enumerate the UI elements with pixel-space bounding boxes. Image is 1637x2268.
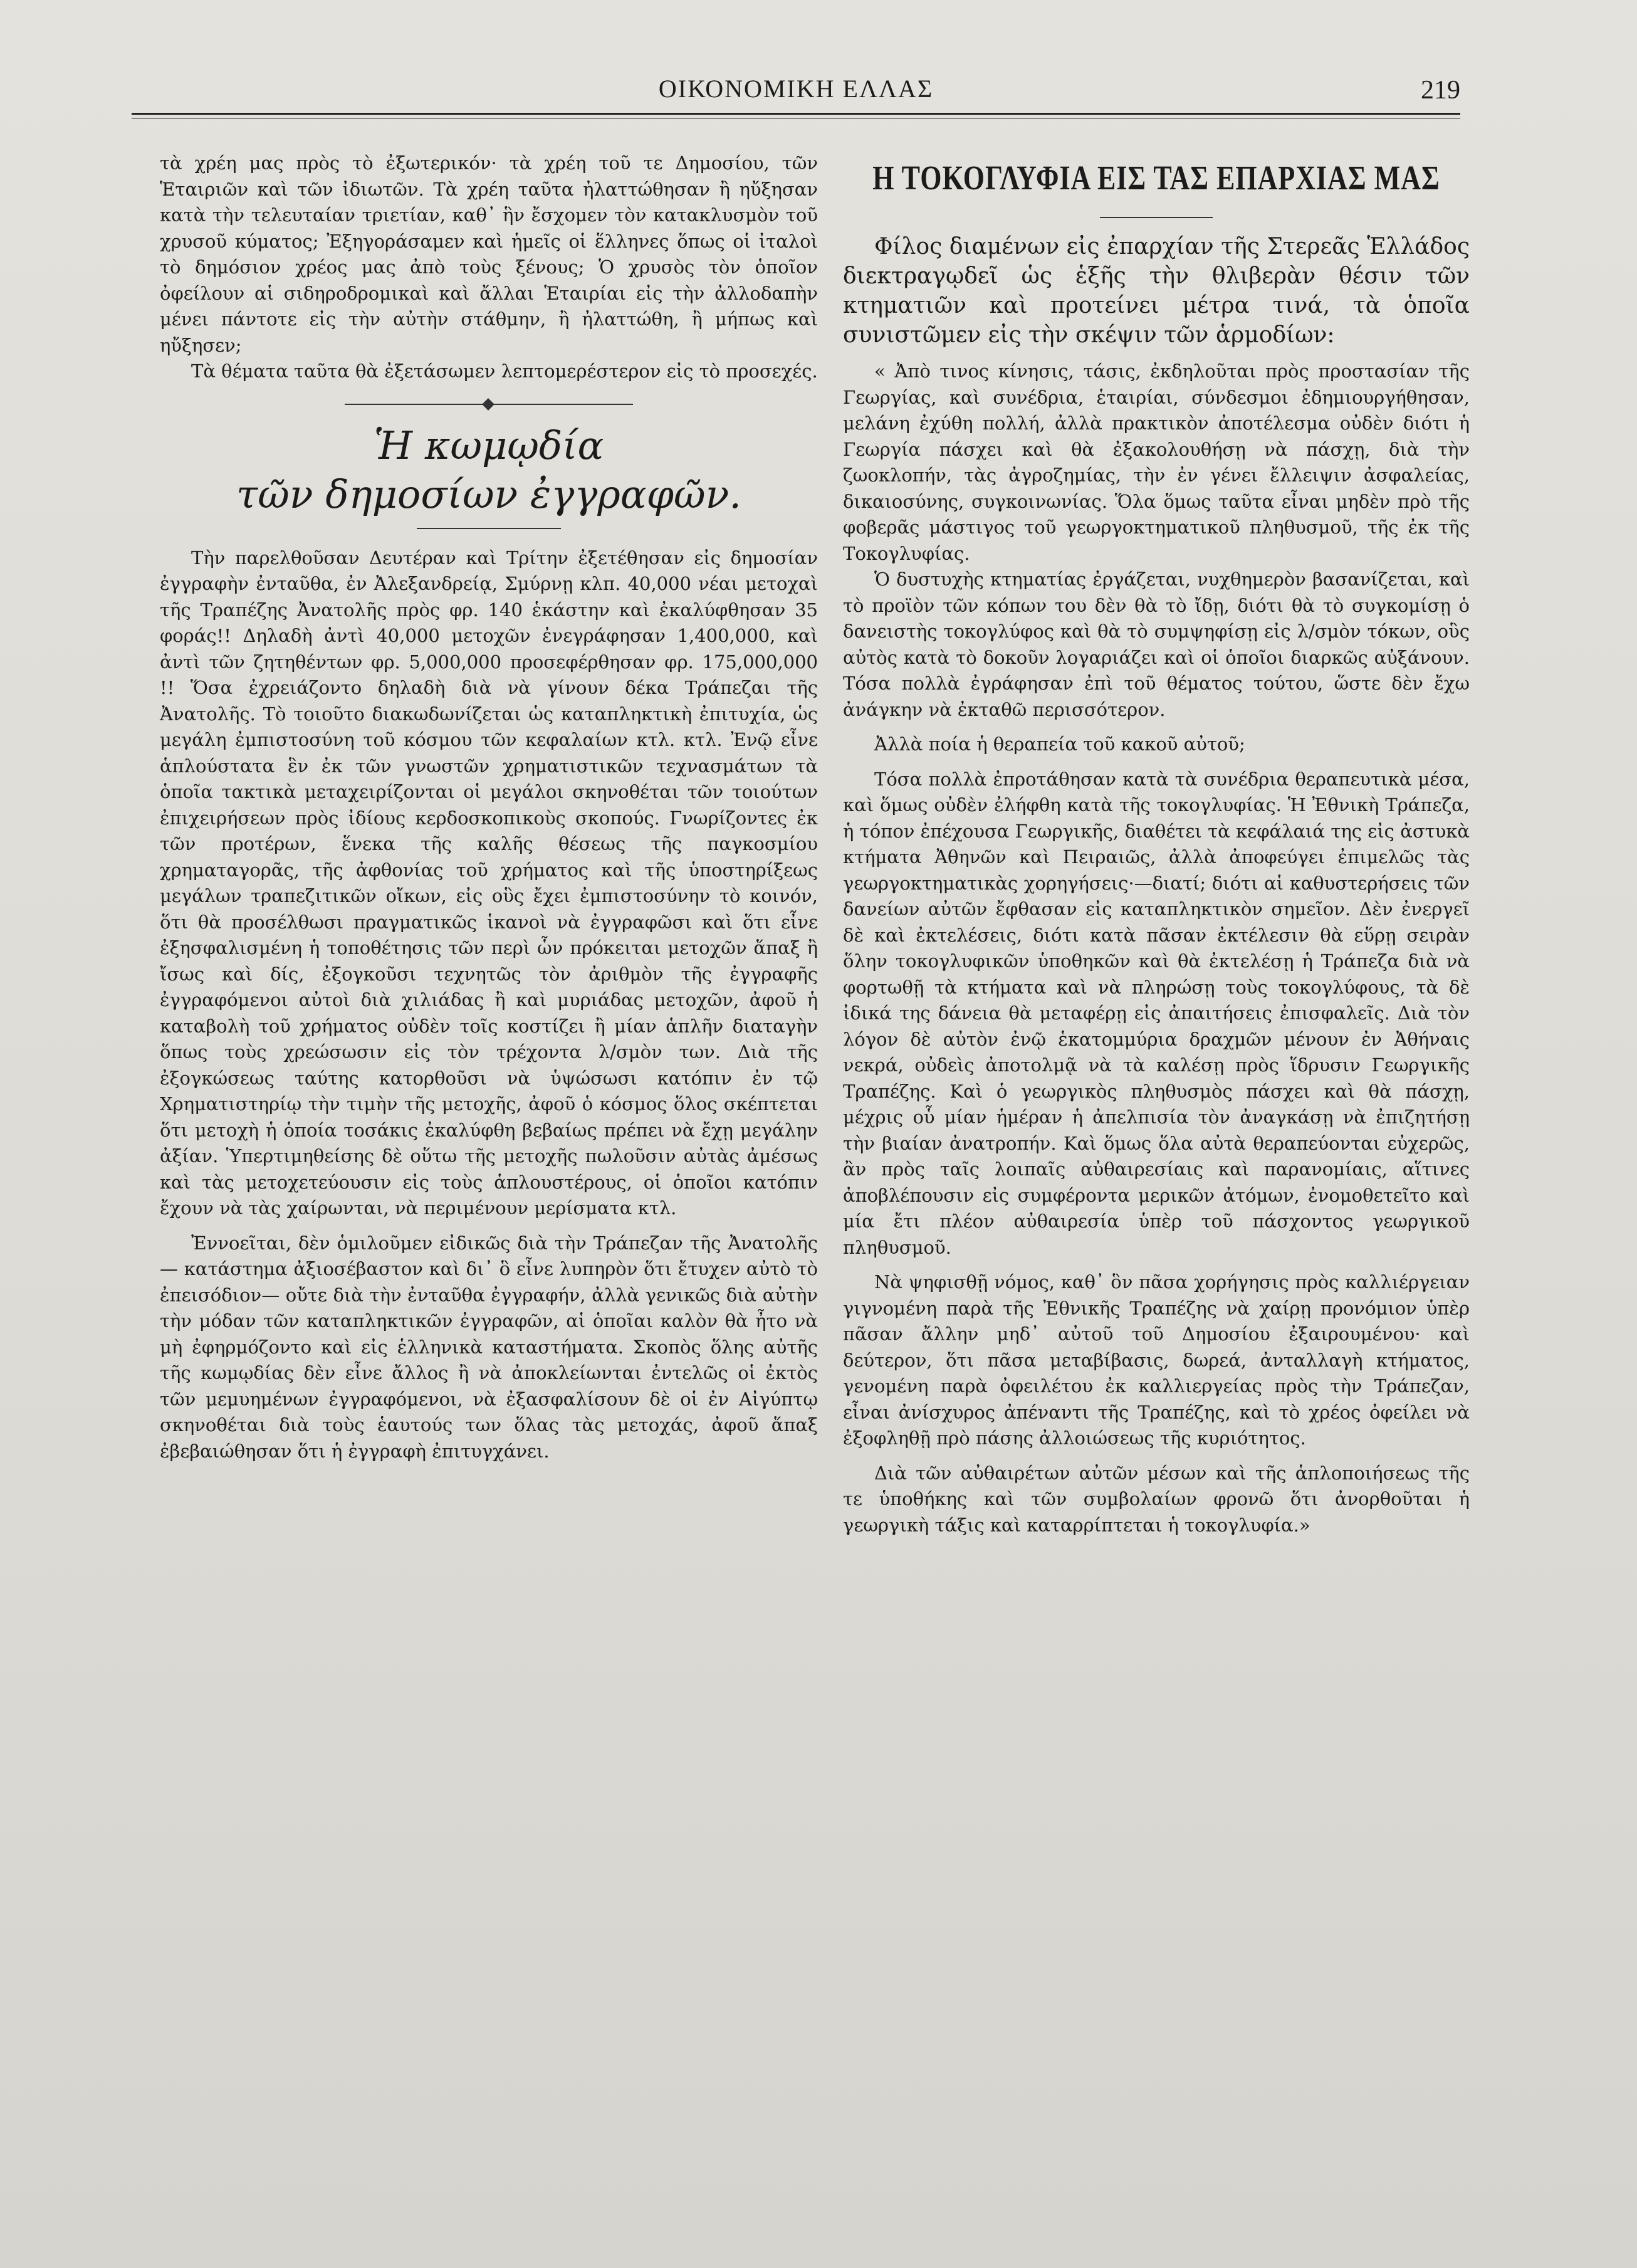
article-paragraph: Ἀλλὰ ποία ἡ θεραπεία τοῦ κακοῦ αὐτοῦ;: [874, 733, 1245, 755]
left-intro-paragraph: τὰ χρέη μας πρὸς τὸ ἐξωτερικόν· τὰ χρέη τοῦ τε Δημοσίου, τῶν Ἑταιριῶν καὶ τῶν ἰδιωτῶν. Τὰ χρέη ταῦτα ἠλαττώθησαν ἢ ηὔξησαν κατὰ τὴν τελευταίαν τριετίαν, καθ᾿ ἣν ἔσχομεν τὸν κατακλυσμὸν τοῦ χρυσοῦ κύματος; Ἐξηγοράσαμεν καὶ ἡμεῖς οἱ ἕλληνες ὅπως οἱ ἰταλοὶ τὸ δημόσιον χρέος μας ἀπὸ τοὺς ξένους; Ὁ χρυσὸς τὸν ὁποῖον ὀφείλουν αἱ σιδηροδρομικαὶ καὶ ἄλλαι Ἑταιρίαι εἰς τὴν ἀλλοδαπὴν μένει πάντοτε εἰς τὴν αὐτὴν στάθμην, ἢ ἠλαττώθη, ἢ μήπως καὶ ηὔξησεν;: [160, 152, 818, 356]
header-rule: [132, 113, 1460, 115]
article-paragraph: Τόσα πολλὰ ἐπροτάθησαν κατὰ τὰ συνέδρια θεραπευτικὰ μέσα, καὶ ὅμως οὐδὲν ἐλήφθη κατὰ τῆς τοκογλυφίας. Ἡ Ἐθνικὴ Τράπεζα, ἡ τόπον ἐπέχουσα Γεωργικῆς, διαθέτει τὰ κεφάλαιά της εἰς ἀστυκὰ κτήματα Ἀθηνῶν καὶ Πειραιῶς, ἀλλὰ ἀποφεύγει ἐπιμελῶς τὰς γεωργοκτηματικὰς χορηγήσεις·—διατί; διότι αἱ καθυστερήσεις τῶν δανείων αὐτῶν ἔφθασαν εἰς καταπληκτικὸν σημεῖον. Δὲν ἐνεργεῖ δὲ καὶ ἐκτελέσεις, διότι κατὰ πᾶσαν ἐκτέλεσιν θὰ εὕρῃ σειρὰν ὅλην τοκογλυφικῶν ὑποθηκῶν καὶ θὰ ἐκτελέσῃ ἡ Τράπεζα διὰ νὰ φορτωθῇ τὰ κτήματα καὶ νὰ πληρώσῃ τοὺς τοκογλύφους, τὰ δὲ ἰδικά της δάνεια θὰ μεταφέρῃ εἰς ἀπαιτήσεις ἐπισφαλεῖς. Διὰ τὸν λόγον δὲ αὐτὸν ἐνῷ ἑκατομμύρια δραχμῶν μένουν ἐν Ἀθήναις νεκρά, οὐδεὶς ἀποτολμᾷ νὰ τὰ καλέσῃ πρὸς ἵδρυσιν Γεωργικῆς Τραπέζης. Καὶ ὁ γεωργικὸς πληθυσμὸς πάσχει καὶ θὰ πάσχῃ, μέχρις οὗ μίαν ἡμέραν ἡ ἀπελπισία τὸν ἀναγκάσῃ νὰ ἐπιζητήσῃ τὴν βιαίαν ἀνατροπήν. Καὶ ὅμως ὅλα αὐτὰ θεραπεύονται εὐχερῶς, ἂν πρὸς ταῖς λοιπαῖς αὐθαιρεσίαις καὶ παρανομίαις, αἵτινες ἀποβλέπουσιν εἰς συμφέροντα μερικῶν ἀτόμων, ἐνομοθετεῖτο καὶ μία ἔτι πλέον αὐθαιρεσία ὑπὲρ τοῦ πάσχοντος γεωργικοῦ πληθυσμοῦ.: [843, 768, 1470, 1258]
right-column: [843, 150, 1470, 1538]
right-article-title: Η ΤΟΚΟΓΛΥΦΙΑ ΕΙΣ ΤΑΣ ΕΠΑΡΧΙΑΣ ΜΑΣ: [872, 159, 1440, 197]
journal-title: ΟΙΚΟΝΟΜΙΚΗ ΕΛΛΑΣ: [658, 75, 934, 103]
article-paragraph: « Ἀπὸ τινος κίνησις, τάσις, ἐκδηλοῦται πρὸς προστασίαν τῆς Γεωργίας, καὶ συνέδρια, ἑταιρίαι, σύνδεσμοι ἐδημιουργήθησαν, μελάνη ἐχύθη πολλή, ἀλλὰ πρακτικὸν ἀποτέλεσμα οὐδὲν διότι ἡ Γεωργία πάσχει καὶ θὰ ἐξακολουθήσῃ νὰ πάσχῃ, διὰ τὴν ζωοκλοπήν, τὰς ἀγροζημίας, τὴν ἐν γένει ἔλλειψιν ἀσφαλείας, δικαιοσύνης, συγκοινωνίας. Ὅλα ὅμως ταῦτα εἶναι μηδὲν πρὸ τῆς φοβερᾶς μάστιγος τοῦ γεωργοκτηματικοῦ πληθυσμοῦ, τῆς ἐκ τῆς Τοκογλυφίας.: [843, 360, 1470, 564]
article-paragraph: Ἐννοεῖται, δὲν ὁμιλοῦμεν εἰδικῶς διὰ τὴν Τράπεζαν τῆς Ἀνατολῆς — κατάστημα ἀξιοσέβαστον καὶ δι᾿ ὃ εἶνε λυπηρὸν ὅτι ἔτυχεν αὐτὸ τὸ ἐπεισόδιον— οὔτε διὰ τὴν ἐνταῦθα ἐγγραφήν, ἀλλὰ γενικῶς διὰ αὐτὴν τὴν μόδαν τῶν καταπληκτικῶν ἐγγραφῶν, αἱ ὁποῖαι καλὸν θὰ ἦτο νὰ μὴ ἐφηρμόζοντο καὶ εἰς ἑλληνικὰ καταστήματα. Σκοπὸς ὅλης αὐτῆς τῆς κωμῳδίας δὲν εἶνε ἄλλος ἢ νὰ ἀποκλείωνται ἐντελῶς οἱ ἐκτὸς τῶν μεμυημένων ἐγγραφόμενοι, νὰ ἐξασφαλίσουν δὲ οἱ ἐν Αἰγύπτῳ σκηνοθέται διὰ τοὺς ἑαυτούς των ὅλας τὰς μετοχάς, ἀφοῦ ἅπαξ ἐβεβαιώθησαν ὅτι ἡ ἐγγραφὴ ἐπιτυγχάνει.: [160, 1232, 818, 1462]
article-paragraph: Διὰ τῶν αὐθαιρέτων αὐτῶν μέσων καὶ τῆς ἁπλοποιήσεως τῆς τε ὑποθήκης καὶ τῶν συμβολαίων φρονῶ ὅτι ἀνορθοῦται ἡ γεωργικὴ τάξις καὶ καταρρίπτεται ἡ τοκογλυφία.»: [843, 1462, 1470, 1536]
page-number: 219: [1421, 76, 1460, 105]
article-paragraph: Νὰ ψηφισθῇ νόμος, καθ᾿ ὃν πᾶσα χορήγησις πρὸς καλλιέργειαν γιγνομένη παρὰ τῆς Ἐθνικῆς Τραπέζης νὰ χαίρῃ προνόμιον ὑπὲρ πᾶσαν ἄλλην μηδ᾿ αὐτοῦ τοῦ Δημοσίου ἐξαιρουμένου· καὶ δεύτερον, ὅτι πᾶσα μεταβίβασις, δωρεά, ἀνταλλαγὴ κτήματος, γενομένη παρὰ ὀφειλέτου ἐκ καλλιεργείας πρὸς τὴν Τράπεζαν, εἶναι ἀνίσχυρος ἀπέναντι τῆς Τραπέζης, καὶ τὸ χρέος ὀφείλει νὰ ἐξοφληθῇ πρὸ πάσης ἀλλοιώσεως τῆς κυριότητος.: [843, 1271, 1470, 1449]
article-title-line2: τῶν δημοσίων ἐγγραφῶν.: [236, 471, 741, 517]
left-intro-paragraph: Τὰ θέματα ταῦτα θὰ ἐξετάσωμεν λεπτομερέστερον εἰς τὸ προσεχές.: [191, 360, 818, 382]
lead-paragraph: Φίλος διαμένων εἰς ἐπαρχίαν τῆς Στερεᾶς Ἑλλάδος διεκτραγῳδεῖ ὡς ἑξῆς τὴν θλιβερὰν θέσιν τῶν κτηματιῶν καὶ προτείνει μέτρα τινά, τὰ ὁποῖα συνιστῶμεν εἰς τὴν σκέψιν τῶν ἁρμοδίων:: [843, 234, 1470, 348]
title-rule: [417, 528, 561, 529]
article-paragraph: Τὴν παρελθοῦσαν Δευτέραν καὶ Τρίτην ἐξετέθησαν εἰς δημοσίαν ἐγγραφὴν ἐνταῦθα, ἐν Ἀλεξανδρείᾳ, Σμύρνῃ κλπ. 40,000 νέαι μετοχαὶ τῆς Τραπέζης Ἀνατολῆς πρὸς φρ. 140 ἑκάστην καὶ ἐκαλύφθησαν 35 φοράς!! Δηλαδὴ ἀντὶ 40,000 μετοχῶν ἐνεγράφησαν 1,400,000, καὶ ἀντὶ τῶν ζητηθέντων φρ. 5,000,000 προσεφέρθησαν φρ. 175,000,000 !! Ὅσα ἐχρειάζοντο δηλαδὴ διὰ νὰ γίνουν δέκα Τράπεζαι τῆς Ἀνατολῆς. Τὸ τοιοῦτο διακωδωνίζεται ὡς καταπληκτικὴ ἐπιτυχία, ὡς μεγάλη ἐμπιστοσύνη τοῦ κόσμου τῶν κεφαλαίων κτλ. κτλ. Ἐνῷ εἶνε ἁπλούστατα ἓν ἐκ τῶν γνωστῶν χρηματιστικῶν τεχνασμάτων τὰ ὁποῖα τακτικὰ μεταχειρίζονται οἱ μεγάλοι σκηνοθέται τῶν τοιούτων ἐπιχειρήσεων πρὸς ἰδίους κερδοσκοπικοὺς σκοπούς. Γνωρίζοντες ἐκ τῶν προτέρων, ἕνεκα τῆς καλῆς θέσεως τῆς παγκοσμίου χρηματαγορᾶς, τῆς ἀφθονίας τοῦ χρήματος καὶ τῆς ὑποστηρίξεως μεγάλων τραπεζιτικῶν οἴκων, εἰς οὓς ἔχει ἐμπιστοσύνην τὸ κοινόν, ὅτι θὰ προσέλθωσι πραγματικῶς ἱκανοὶ νὰ ἐγγραφῶσι καὶ ὅτι εἶνε ἐξησφαλισμένη ἡ τοποθέτησις τῶν περὶ ὧν πρόκειται μετοχῶν ἅπαξ ἢ ἴσως καὶ δίς, ἐξογκοῦσι τεχνητῶς τὸν ἀριθμὸν τῆς ἐγγραφῆς ἐγγραφόμενοι αὐτοὶ διὰ χιλιάδας ἢ καὶ μυριάδας μετοχῶν, ἀφοῦ ἡ καταβολὴ τοῦ χρήματος οὐδὲν τοῖς κοστίζει ἢ μίαν ἁπλῆν διαταγὴν ὅπως τοὺς χρεώσωσιν εἰς τὸν τρέχοντα λ/σμὸν των. Διὰ τῆς ἐξογκώσεως ταύτης κατορθοῦσι νὰ ὑψώσωσι κατόπιν ἐν τῷ Χρηματιστηρίῳ τὴν τιμὴν τῆς μετοχῆς, ἀφοῦ ὁ κόσμος ὅλος σκέπτεται ὅτι μετοχὴ ἡ ὁποία τοσάκις ἐκαλύφθη βεβαίως πρέπει νὰ ἔχῃ μεγάλην ἀξίαν. Ὑπερτιμηθείσης δὲ οὕτω τῆς μετοχῆς πωλοῦσιν αὐτὰς ἀμέσως καὶ τὰς μετοχετεύουσιν εἰς τοὺς ἁπλουστέρους, οἱ ὁποῖοι κατόπιν ἔχουν νὰ τὰς χαίρωνται, νὰ περιμένουν μερίσματα κτλ.: [160, 547, 818, 1219]
article-title-line1: Ἡ κωμῳδία: [374, 422, 604, 468]
page-header: [132, 74, 1460, 124]
section-separator: [345, 399, 633, 410]
left-column: [160, 150, 818, 1464]
title-rule: [1100, 217, 1213, 218]
article-paragraph: Ὁ δυστυχὴς κτηματίας ἐργάζεται, νυχθημερὸν βασανίζεται, καὶ τὸ προϊὸν τῶν κόπων του δὲν θὰ τὸ ἴδῃ, διότι θὰ τὸ συγκομίσῃ ὁ δανειστὴς τοκογλύφος καὶ θὰ τὸ συμψηφίσῃ εἰς λ/σμὸν τόκων, οὓς αὐτὸς κατὰ τὸ δοκοῦν λογαριάζει καὶ οἱ ὁποῖοι διαρκῶς αὐξάνουν. Τόσα πολλὰ ἐγράφησαν ἐπὶ τοῦ θέματος τούτου, ὥστε δὲν ἔχω ἀνάγκην νὰ ἐκταθῶ περισσότερον.: [843, 569, 1470, 720]
